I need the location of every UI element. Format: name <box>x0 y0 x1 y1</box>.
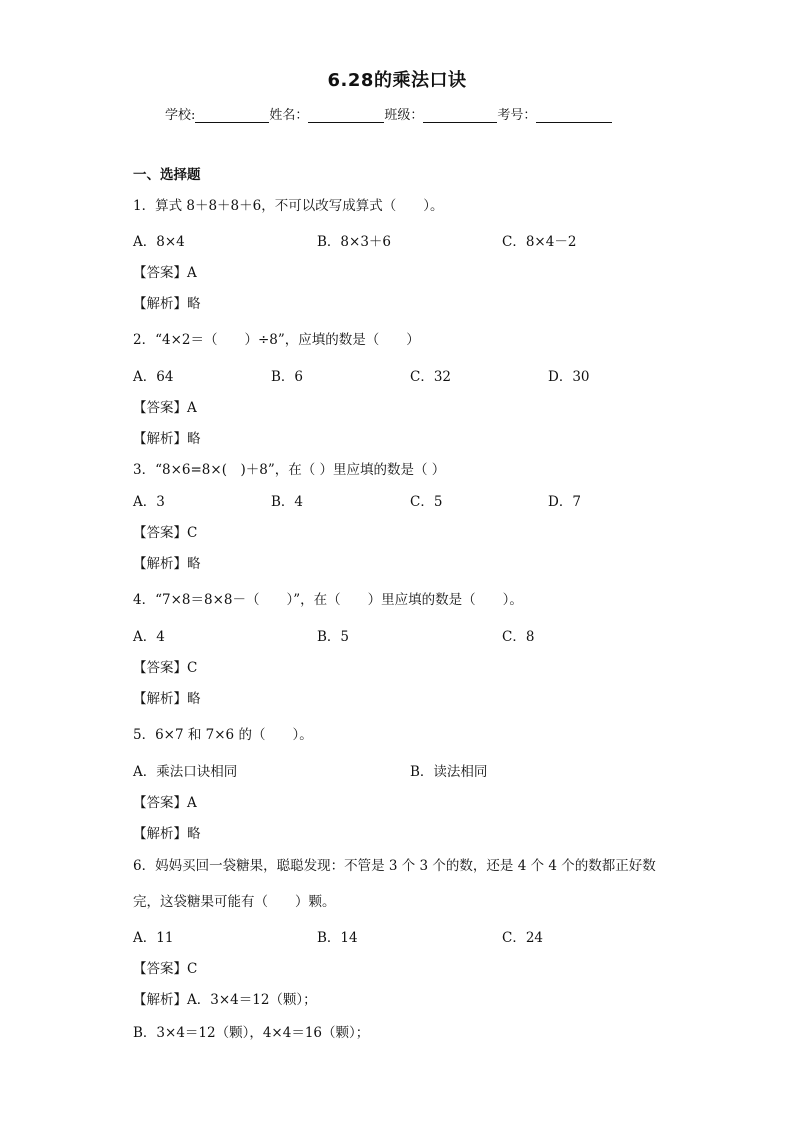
question-3-option-b[interactable]: B．4 <box>271 494 304 510</box>
question-4-stem: 4．“7×8＝8×8－（ ）”，在（ ）里应填的数是（ ）。 <box>133 592 523 608</box>
question-6-stem-line1: 6．妈妈买回一袋糖果，聪聪发现：不管是 3 个 3 个的数，还是 4 个 4 个的数都正好数 <box>133 858 656 874</box>
question-4-option-a[interactable]: A．4 <box>133 629 165 645</box>
question-2-option-c[interactable]: C．32 <box>410 369 452 385</box>
question-5-option-b[interactable]: B．读法相同 <box>410 764 488 780</box>
question-1-analysis: 【解析】略 <box>133 296 201 312</box>
question-5-option-a[interactable]: A．乘法口诀相同 <box>133 764 238 780</box>
section-title: 一、选择题 <box>133 167 201 183</box>
question-2-analysis: 【解析】略 <box>133 431 201 447</box>
question-5-stem: 5．6×7 和 7×6 的（ ）。 <box>133 727 313 743</box>
question-6-option-a[interactable]: A．11 <box>133 930 174 946</box>
exam-no-blank[interactable] <box>536 108 612 123</box>
question-1-option-b[interactable]: B．8×3＋6 <box>317 234 391 250</box>
page-title: 6.28的乘法口诀 <box>327 70 467 91</box>
question-4-analysis: 【解析】略 <box>133 691 201 707</box>
question-3-analysis: 【解析】略 <box>133 556 201 572</box>
question-6-analysis-line2: B．3×4＝12（颗），4×4＝16（颗）； <box>133 1025 370 1041</box>
question-1-option-a[interactable]: A．8×4 <box>133 234 185 250</box>
question-4-option-c[interactable]: C．8 <box>502 629 535 645</box>
question-1-option-c[interactable]: C．8×4－2 <box>502 234 577 250</box>
question-4-option-b[interactable]: B．5 <box>317 629 350 645</box>
exam-no-label: 考号： <box>497 108 537 123</box>
name-blank[interactable] <box>308 108 384 123</box>
question-4-answer: 【答案】C <box>133 660 198 676</box>
question-5-answer: 【答案】A <box>133 795 197 811</box>
question-5-analysis: 【解析】略 <box>133 826 201 842</box>
name-label: 姓名： <box>269 108 309 123</box>
question-3-stem: 3．“8×6=8×( )＋8”，在（ ）里应填的数是（ ） <box>133 462 446 478</box>
question-3-option-c[interactable]: C．5 <box>410 494 443 510</box>
question-6-option-b[interactable]: B．14 <box>317 930 358 946</box>
question-6-answer: 【答案】C <box>133 961 198 977</box>
student-info-row <box>165 104 612 123</box>
school-blank[interactable] <box>195 108 269 123</box>
school-label: 学校: <box>165 108 196 123</box>
question-2-stem: 2．“4×2＝（ ）÷8”，应填的数是（ ） <box>133 332 420 348</box>
question-2-option-d[interactable]: D．30 <box>548 369 590 385</box>
class-blank[interactable] <box>423 108 497 123</box>
question-2-option-a[interactable]: A．64 <box>133 369 174 385</box>
question-1-answer: 【答案】A <box>133 265 197 281</box>
question-6-option-c[interactable]: C．24 <box>502 930 544 946</box>
question-1-stem: 1．算式 8＋8＋8＋6，不可以改写成算式（ ）。 <box>133 198 444 214</box>
class-label: 班级： <box>384 108 424 123</box>
question-3-option-d[interactable]: D．7 <box>548 494 581 510</box>
question-3-option-a[interactable]: A．3 <box>133 494 165 510</box>
question-3-answer: 【答案】C <box>133 525 198 541</box>
question-2-option-b[interactable]: B．6 <box>271 369 304 385</box>
question-6-stem-line2: 完，这袋糖果可能有（ ）颗。 <box>133 894 336 910</box>
question-6-analysis: 【解析】A．3×4＝12（颗）； <box>133 992 317 1008</box>
question-2-answer: 【答案】A <box>133 400 197 416</box>
